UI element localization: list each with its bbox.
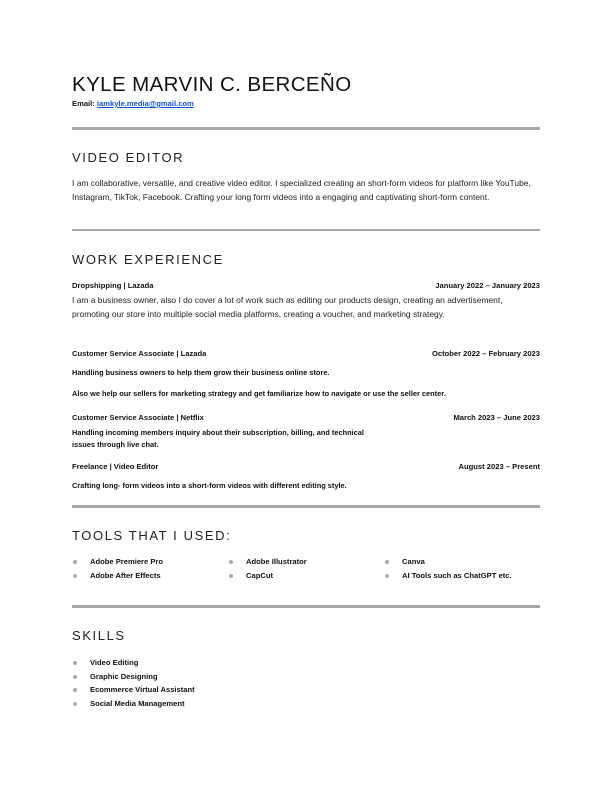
divider bbox=[72, 505, 540, 508]
section-title-skills: SKILLS bbox=[72, 628, 126, 643]
job-dates: August 2023 – Present bbox=[458, 462, 540, 471]
divider bbox=[72, 605, 540, 608]
section-title-experience: WORK EXPERIENCE bbox=[72, 252, 224, 267]
job-dates: January 2022 – January 2023 bbox=[435, 281, 540, 290]
bullet-icon bbox=[73, 675, 77, 679]
tools-column bbox=[384, 555, 540, 582]
bullet-icon bbox=[73, 688, 77, 692]
tool-item: Adobe Premiere Pro bbox=[72, 555, 228, 569]
divider bbox=[72, 127, 540, 130]
bullet-icon bbox=[73, 560, 77, 564]
tool-item: Canva bbox=[384, 555, 540, 569]
bullet-icon bbox=[73, 702, 77, 706]
bullet-icon bbox=[385, 560, 389, 564]
job-description: Handling business owners to help them grow their business online store. bbox=[72, 368, 330, 377]
email-link[interactable]: iamkyle.media@gmail.com bbox=[96, 99, 194, 108]
tool-item: AI Tools such as ChatGPT etc. bbox=[384, 569, 540, 583]
bullet-icon bbox=[73, 661, 77, 665]
job-dates: October 2022 – February 2023 bbox=[431, 349, 540, 358]
tools-column bbox=[228, 555, 384, 582]
job-role: Customer Service Associate | Netflix bbox=[72, 413, 204, 422]
skill-item: Graphic Designing bbox=[72, 670, 540, 684]
job-entry bbox=[72, 462, 540, 492]
job-description: I am a business owner, also I do cover a lot of work such as editing our products design, creating an advertisement, promoting our store into multiple social media platforms, creating a voucher, and marketing strategy. bbox=[72, 295, 503, 320]
divider bbox=[72, 229, 540, 231]
email-line bbox=[72, 99, 540, 108]
skills-list bbox=[72, 656, 540, 710]
skill-item: Social Media Management bbox=[72, 697, 540, 711]
job-role: Freelance | Video Editor bbox=[72, 462, 159, 471]
job-entry bbox=[72, 349, 540, 400]
job-description: Also we help our sellers for marketing strategy and get familiarize how to navigate or use the seller center. bbox=[72, 389, 446, 398]
job-role: Customer Service Associate | Lazada bbox=[72, 349, 207, 358]
section-title-tools: TOOLS THAT I USED: bbox=[72, 528, 232, 543]
job-dates: March 2023 – June 2023 bbox=[453, 413, 540, 422]
job-description: Crafting long- form videos into a short-form videos with different editing style. bbox=[72, 481, 347, 490]
tool-item: Adobe Illustrator bbox=[228, 555, 384, 569]
skill-item: Video Editing bbox=[72, 656, 540, 670]
bullet-icon bbox=[229, 574, 233, 578]
email-label: Email: bbox=[72, 99, 95, 108]
summary-text: I am collaborative, versatile, and creative video editor. I specialized creating an short-form videos for platform like YouTube, Instagram, TikTok, Facebook. Crafting your long form videos into a engaging and captivating short-form content. bbox=[72, 178, 531, 203]
bullet-icon bbox=[385, 574, 389, 578]
section-title-summary: VIDEO EDITOR bbox=[72, 150, 185, 165]
bullet-icon bbox=[73, 574, 77, 578]
job-entry bbox=[72, 281, 540, 322]
skill-item: Ecommerce Virtual Assistant bbox=[72, 683, 540, 697]
resume-name: KYLE MARVIN C. BERCEÑO bbox=[72, 73, 352, 96]
job-entry bbox=[72, 413, 540, 451]
tool-item: CapCut bbox=[228, 569, 384, 583]
bullet-icon bbox=[229, 560, 233, 564]
tools-column bbox=[72, 555, 228, 582]
job-description: Handling incoming members inquiry about their subscription, billing, and technical issues through live chat. bbox=[72, 428, 364, 449]
tool-item: Adobe After Effects bbox=[72, 569, 228, 583]
job-role: Dropshipping | Lazada bbox=[72, 281, 154, 290]
tools-list bbox=[72, 555, 540, 582]
